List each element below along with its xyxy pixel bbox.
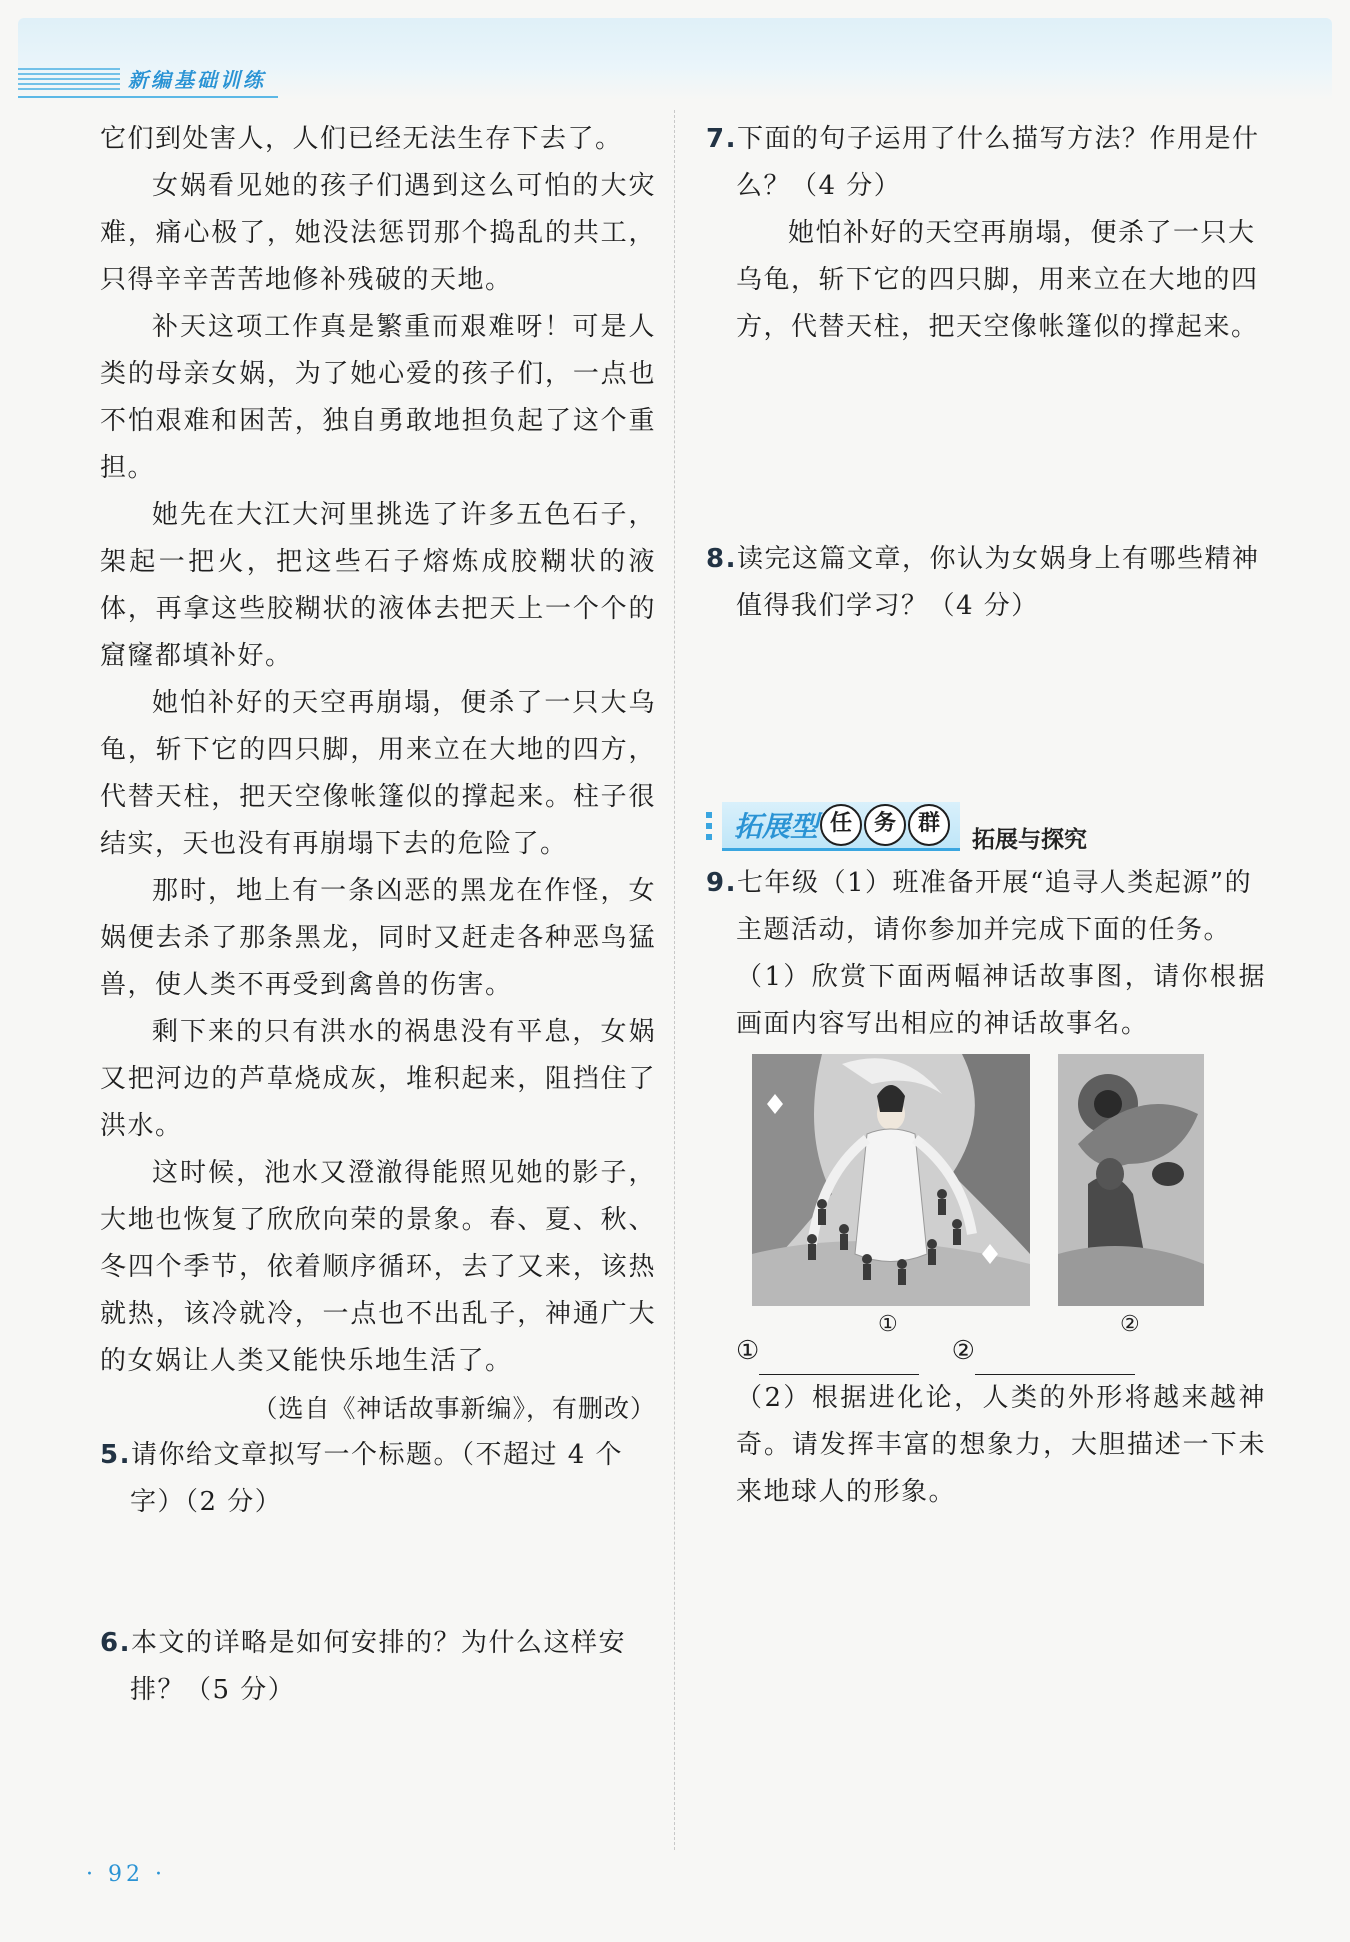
header-rule (18, 96, 278, 98)
banner-circle-char: 群 (908, 804, 950, 846)
question-8 (706, 536, 1266, 630)
question-5 (100, 1432, 656, 1526)
question-7 (706, 116, 1266, 210)
pangu-illustration (1058, 1054, 1204, 1306)
page-number: · 92 · (86, 1862, 166, 1887)
myth-illustrations (706, 1054, 1266, 1337)
banner-subtitle: 拓展与探究 (972, 827, 1088, 853)
answer-blanks (736, 1328, 1266, 1375)
banner-circle-char: 务 (864, 804, 906, 846)
question-text: 七年级（1）班准备开展“追寻人类起源”的主题活动，请你参加并完成下面的任务。 (736, 868, 1253, 945)
blank-label: ① (736, 1336, 760, 1366)
answer-space[interactable] (100, 1526, 656, 1620)
paragraph: 她先在大江大河里挑选了许多五色石子，架起一把火，把这些石子熔炼成胶糊状的液体，再拿这些胶糊状的液体去把天上一个个的窟窿都填补好。 (100, 500, 656, 671)
blank-label: ② (951, 1336, 975, 1366)
answer-space[interactable] (706, 630, 1266, 780)
nuwa-illustration (752, 1054, 1030, 1306)
dots-icon (706, 812, 712, 840)
answer-blank-1[interactable] (759, 1344, 919, 1375)
question-text: 读完这篇文章，你认为女娲身上有哪些精神值得我们学习？（4 分） (736, 544, 1260, 621)
answer-space[interactable] (706, 351, 1266, 536)
banner-label: 拓展型 (734, 809, 819, 843)
question-number: 6. (100, 1628, 131, 1658)
right-column (706, 116, 1266, 1516)
question-9-part-2: （2）根据进化论，人类的外形将越来越神奇。请发挥丰富的想象力，大胆描述一下未来地球人的形象。 (736, 1383, 1266, 1507)
question-6 (100, 1620, 656, 1714)
book-title: 新编基础训练 (128, 68, 266, 92)
paragraph: 剩下来的只有洪水的祸患没有平息，女娲又把河边的芦草烧成灰，堆积起来，阻挡住了洪水。 (100, 1017, 656, 1141)
image-label: ① (878, 1312, 898, 1337)
answer-blank-2[interactable] (975, 1344, 1135, 1375)
source-citation: （选自《神话故事新编》，有删改） (252, 1394, 656, 1423)
pangu-image (1058, 1054, 1204, 1306)
paragraph: 那时，地上有一条凶恶的黑龙在作怪，女娲便去杀了那条黑龙，同时又赶走各种恶鸟猛兽，使人类不再受到禽兽的伤害。 (100, 876, 656, 1000)
image-label: ② (1120, 1312, 1140, 1337)
question-number: 8. (706, 544, 737, 574)
paragraph: 她怕补好的天空再崩塌，便杀了一只大乌龟，斩下它的四只脚，用来立在大地的四方，代替天柱，把天空像帐篷似的撑起来。柱子很结实，天也没有再崩塌下去的危险了。 (100, 688, 656, 859)
question-9 (706, 860, 1266, 954)
task-group-header (706, 798, 1266, 854)
question-text: 下面的句子运用了什么描写方法？作用是什么？（4 分） (736, 124, 1260, 201)
paragraph: 这时候，池水又澄澈得能照见她的影子，大地也恢复了欣欣向荣的景象。春、夏、秋、冬四个季节，依着顺序循环，去了又来，该热就热，该冷就冷，一点也不出乱子，神通广大的女娲让人类又能快乐地生活了。 (100, 1158, 656, 1376)
header-decoration (18, 68, 120, 92)
question-text: 本文的详略是如何安排的？为什么这样安排？（5 分） (130, 1628, 626, 1705)
nuwa-image (752, 1054, 1030, 1306)
banner-circle-char: 任 (820, 804, 862, 846)
left-column (100, 116, 656, 1914)
answer-space[interactable] (100, 1714, 656, 1914)
column-divider (674, 110, 675, 1850)
question-9-part-1: （1）欣赏下面两幅神话故事图，请你根据画面内容写出相应的神话故事名。 (736, 962, 1266, 1039)
question-number: 5. (100, 1440, 131, 1470)
question-number: 9. (706, 868, 737, 898)
paragraph: 它们到处害人，人们已经无法生存下去了。 (100, 124, 623, 154)
paragraph: 补天这项工作真是繁重而艰难呀！可是人类的母亲女娲，为了她心爱的孩子们，一点也不怕艰难和困苦，独自勇敢地担负起了这个重担。 (100, 312, 656, 483)
question-number: 7. (706, 124, 737, 154)
quoted-sentence: 她怕补好的天空再崩塌，便杀了一只大乌龟，斩下它的四只脚，用来立在大地的四方，代替天柱，把天空像帐篷似的撑起来。 (736, 218, 1259, 342)
paragraph: 女娲看见她的孩子们遇到这么可怕的大灾难，痛心极了，她没法惩罚那个捣乱的共工，只得辛辛苦苦地修补残破的天地。 (100, 171, 656, 295)
task-banner (722, 802, 960, 851)
question-text: 请你给文章拟写一个标题。（不超过 4 个字）（2 分） (130, 1440, 624, 1517)
